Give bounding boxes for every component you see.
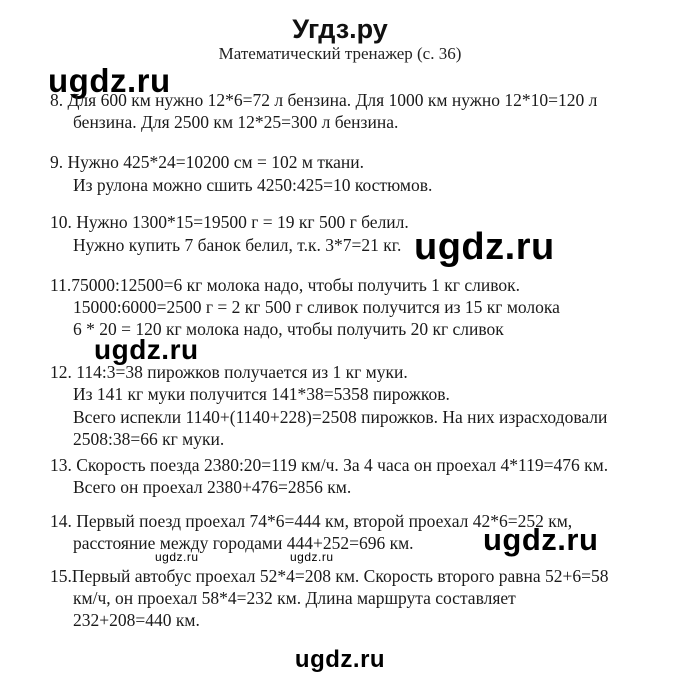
answer-line: Всего испекли 1140+(1140+228)=2508 пирожков. На них израсходовали — [73, 407, 608, 427]
answer-line: км/ч, он проехал 58*4=232 км. Длина маршрута составляет — [73, 588, 516, 608]
answer-line: 9. Нужно 425*24=10200 см = 102 м ткани. — [50, 152, 365, 172]
answer-line: 15000:6000=2500 г = 2 кг 500 г сливок получится из 15 кг молока — [73, 297, 560, 317]
answer-line: 13. Скорость поезда 2380:20=119 км/ч. За 4 часа он проехал 4*119=476 км. — [50, 455, 609, 475]
answer-line: бензина. Для 2500 км 12*25=300 л бензина. — [73, 112, 399, 132]
watermark: ugdz.ru — [155, 550, 199, 564]
watermark: ugdz.ru — [94, 334, 199, 365]
answer-line: 15.Первый автобус проехал 52*4=208 км. Скорость второго равна 52+6=58 — [50, 566, 609, 586]
answer-line: расстояние между городами 444+252=696 км. — [73, 533, 414, 553]
answer-line: 11.75000:12500=6 кг молока надо, чтобы получить 1 кг сливок. — [50, 275, 520, 295]
answer-line: Всего он проехал 2380+476=2856 км. — [73, 477, 352, 497]
watermark: ugdz.ru — [48, 62, 171, 99]
answer-line: Из 141 кг муки получится 141*38=5358 пирожков. — [73, 384, 450, 404]
watermark: ugdz.ru — [414, 226, 555, 268]
page-subtitle: Математический тренажер (с. 36) — [218, 44, 462, 63]
watermark: ugdz.ru — [294, 646, 386, 673]
answer-line: 232+208=440 км. — [73, 610, 200, 630]
answer-line: Нужно купить 7 банок белил, т.к. 3*7=21 кг. — [73, 235, 402, 255]
answer-line: 6 * 20 = 120 кг молока надо, чтобы получить 20 кг сливок — [73, 319, 504, 339]
answer-line: 2508:38=66 кг муки. — [73, 429, 225, 449]
site-title: Угдз.ру — [292, 14, 388, 44]
watermark: ugdz.ru — [483, 522, 599, 557]
answer-line: Из рулона можно сшить 4250:425=10 костюмов. — [73, 175, 433, 195]
watermark: ugdz.ru — [290, 550, 334, 564]
answer-line: 12. 114:3=38 пирожков получается из 1 кг муки. — [50, 362, 408, 382]
answer-line: 14. Первый поезд проехал 74*6=444 км, второй проехал 42*6=252 км, — [50, 511, 573, 531]
answer-line: 8. Для 600 км нужно 12*6=72 л бензина. Для 1000 км нужно 12*10=120 л — [50, 90, 598, 110]
answer-line: 10. Нужно 1300*15=19500 г = 19 кг 500 г белил. — [50, 212, 409, 232]
